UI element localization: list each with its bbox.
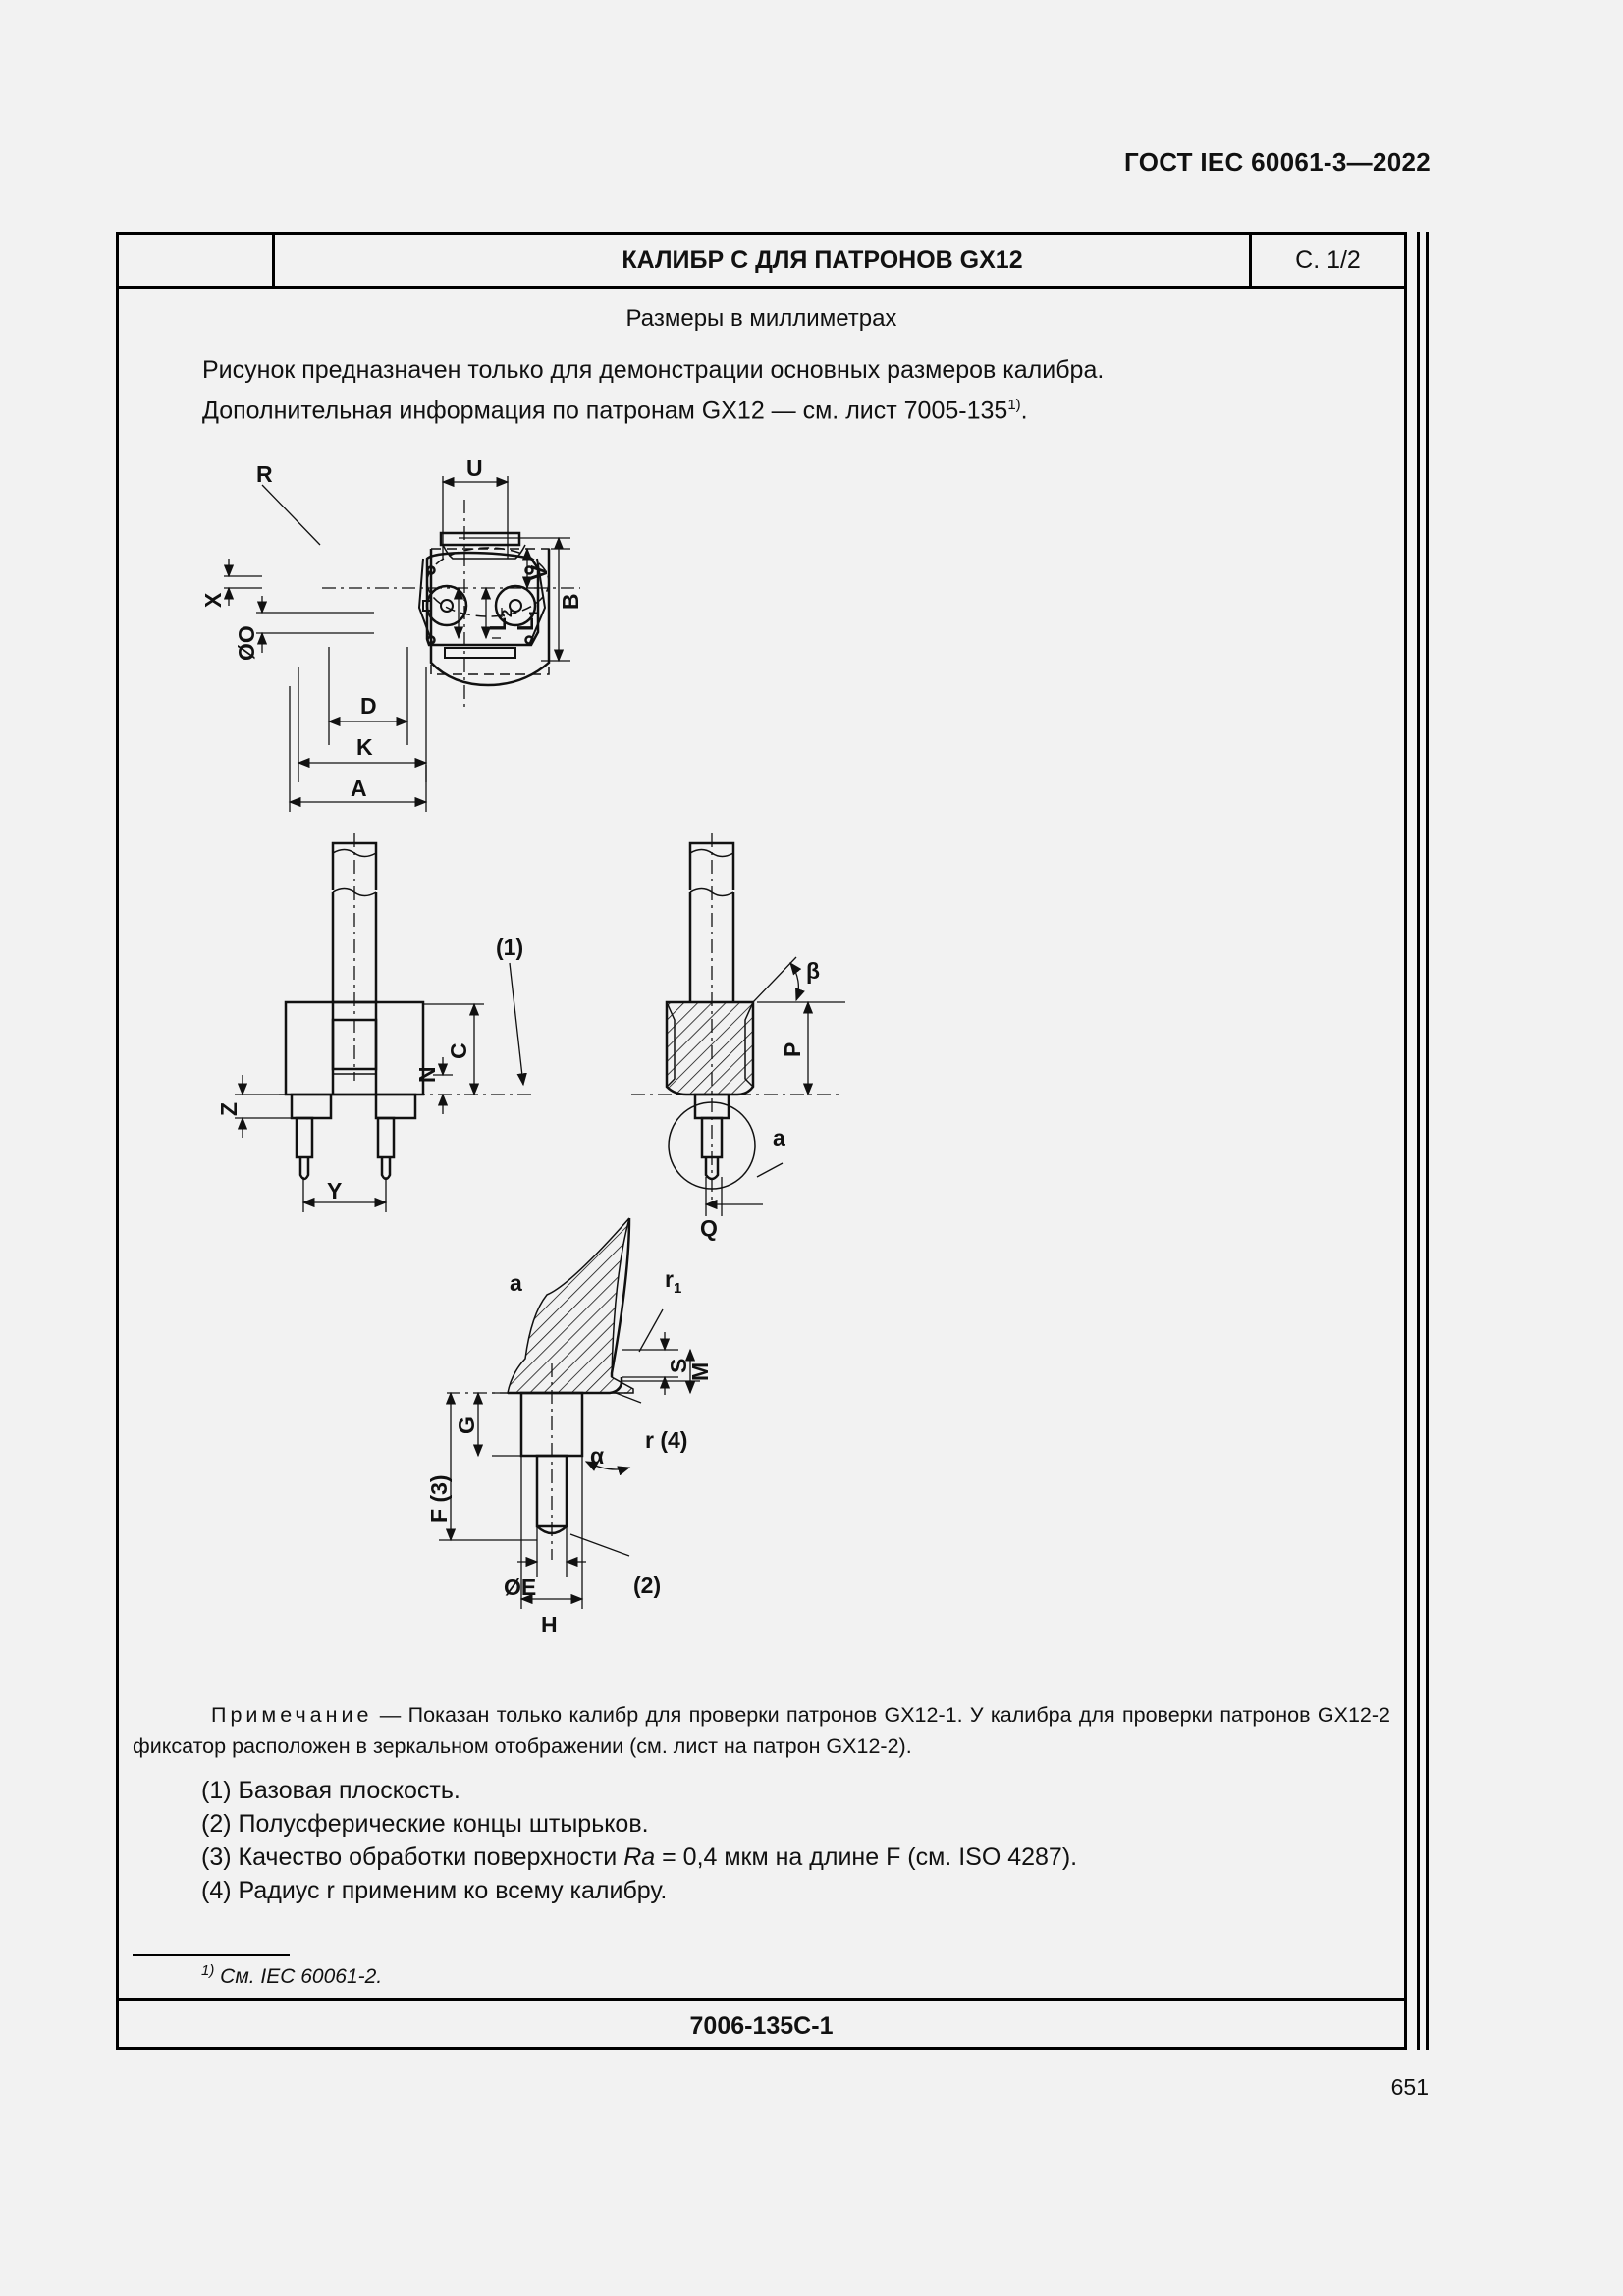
label-M: M: [687, 1362, 713, 1381]
sheet-title: КАЛИБР С ДЛЯ ПАТРОНОВ GX12: [622, 245, 1023, 274]
label-U: U: [466, 455, 483, 481]
label-a-side: a: [773, 1125, 785, 1150]
label-r4: r (4): [645, 1427, 688, 1453]
label-L1-sub: 1: [526, 609, 543, 617]
note-prefix: Примечание: [211, 1703, 373, 1727]
standard-number: ГОСТ IEC 60061-3—2022: [1124, 147, 1431, 177]
label-beta: β: [806, 958, 821, 984]
label-H: H: [541, 1612, 558, 1637]
label-r1: [665, 1266, 681, 1297]
label-alpha: α: [590, 1443, 605, 1468]
side-view: [667, 843, 755, 1189]
label-G: G: [454, 1416, 479, 1434]
intro-line-2-text: Дополнительная информация по патронам GX12 — см. лист 7005-135: [202, 397, 1008, 425]
list-item-3-a: (3) Качество обработки поверхности: [201, 1843, 624, 1871]
front-view-dimensions: [235, 833, 531, 1212]
label-E: ØE: [504, 1575, 537, 1600]
label-Y: Y: [327, 1178, 343, 1203]
label-O: ØO: [234, 625, 259, 661]
label-N: N: [414, 1066, 440, 1083]
note-text: — Показан только калибр для проверки патронов GX12-1. У калибра для проверки патронов GX12-2 фиксатор расположен в зеркальном отображении (см. лист на патрон GX12-2).: [133, 1703, 1390, 1758]
page-number: 651: [1390, 2074, 1429, 2100]
label-Q: Q: [700, 1215, 718, 1241]
list-item: (4) Радиус r применим ко всему калибру.: [201, 1877, 668, 1904]
sheet-code: 7006-135C-1: [119, 1998, 1404, 2053]
sheet-frame: [116, 232, 1407, 2050]
top-view: [419, 533, 549, 685]
label-r1-main: r: [665, 1266, 674, 1292]
label-B: B: [558, 593, 583, 610]
footnote-rule: [133, 1954, 290, 1956]
footnote-ref: 1): [1007, 397, 1021, 413]
label-X: X: [200, 592, 226, 608]
note: [133, 1699, 1390, 1762]
label-C: C: [446, 1042, 471, 1059]
list-item-3-ra: Ra: [623, 1843, 656, 1871]
label-ref1: (1): [496, 934, 524, 960]
label-R: R: [256, 461, 273, 487]
footnote-text: См. IEC 60061-2.: [214, 1965, 383, 1988]
label-F: F (3): [426, 1474, 452, 1522]
footnote-mark: 1): [201, 1962, 215, 1979]
list-item: [201, 1841, 1077, 1874]
label-a-detail: a: [510, 1270, 522, 1296]
label-A: A: [351, 775, 367, 801]
footnote: [201, 1962, 382, 1989]
list-item-3-b: = 0,4 мкм на длине F (см. ISO 4287).: [655, 1843, 1078, 1871]
intro-line-2-end: .: [1020, 397, 1028, 425]
label-P: P: [780, 1041, 805, 1057]
label-ref2: (2): [633, 1573, 662, 1598]
label-r1-sub: 1: [673, 1280, 682, 1297]
frame-rule: [1417, 232, 1420, 2050]
label-D: D: [360, 693, 377, 719]
notes-list: [201, 1774, 1077, 1907]
detail-view: [508, 1218, 633, 1533]
label-L1-main: L: [513, 616, 538, 631]
frame-rule: [1426, 232, 1429, 2050]
label-L2-main: L: [485, 616, 511, 631]
units-note: Размеры в миллиметрах: [625, 305, 897, 332]
label-S: S: [666, 1358, 691, 1373]
sheet-page: С. 1/2: [1249, 235, 1404, 286]
label-L2-sub: 2: [499, 609, 515, 617]
label-Z: Z: [216, 1101, 242, 1116]
list-item: (2) Полусферические концы штырьков.: [201, 1810, 649, 1838]
label-L2: [485, 610, 515, 631]
label-V: V: [526, 564, 552, 580]
list-item: (1) Базовая плоскость.: [201, 1777, 460, 1804]
intro-line-1: Рисунок предназначен только для демонстрации основных размеров калибра.: [202, 356, 1105, 384]
label-K: K: [356, 734, 373, 760]
